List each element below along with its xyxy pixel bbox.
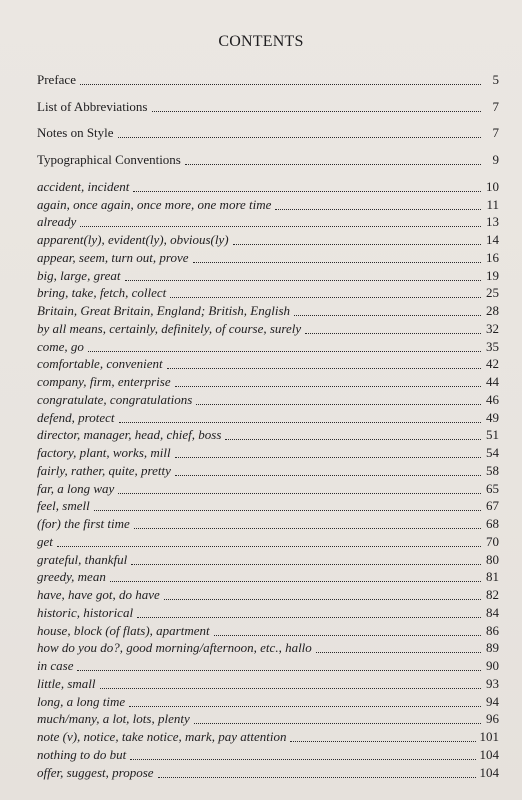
dot-leader [118, 493, 481, 494]
toc-entry-label: congratulate, congratulations [37, 392, 193, 407]
toc-page-number: 70 [486, 534, 499, 549]
toc-entry-row [37, 355, 499, 373]
toc-entry-row [37, 391, 499, 409]
dot-leader [275, 209, 481, 210]
toc-page-number: 7 [492, 99, 499, 114]
toc-page-number: 84 [486, 605, 499, 620]
toc-entry-row [37, 622, 499, 640]
toc-entry-label: note (v), notice, take notice, mark, pay attention [37, 729, 287, 744]
toc-entry-label: appear, seem, turn out, prove [37, 250, 189, 265]
toc-entry-label: long, a long time [37, 694, 126, 709]
page-title: CONTENTS [218, 33, 304, 50]
dot-leader [134, 528, 481, 529]
toc-entry-row [37, 409, 499, 427]
toc-entry-row [37, 657, 499, 675]
toc-entry-row [37, 551, 499, 569]
dot-leader [175, 457, 481, 458]
toc-page-number: 68 [486, 516, 499, 531]
toc-page-number: 49 [486, 410, 499, 425]
toc-entry-row [37, 213, 499, 231]
toc-entry-label: director, manager, head, chief, boss [37, 427, 222, 442]
dot-leader [164, 599, 481, 600]
toc-entry-row [37, 373, 499, 391]
toc-entry-label: fairly, rather, quite, pretty [37, 463, 171, 478]
dot-leader [110, 581, 481, 582]
toc-entry-label: apparent(ly), evident(ly), obvious(ly) [37, 232, 229, 247]
dot-leader [119, 422, 482, 423]
toc-entry-row [37, 196, 499, 214]
toc-entry-label: far, a long way [37, 481, 115, 496]
toc-page-number: 5 [492, 72, 499, 87]
dot-leader [193, 262, 481, 263]
toc-entry-row [37, 533, 499, 551]
toc-entry-row [37, 480, 499, 498]
toc-entry-label: how do you do?, good morning/afternoon, etc., hallo [37, 640, 312, 655]
toc-page-number: 93 [486, 676, 499, 691]
toc-entry-row [37, 320, 499, 338]
toc-entry-label: historic, historical [37, 605, 134, 620]
dot-leader [175, 475, 481, 476]
toc-page-number: 13 [486, 214, 499, 229]
dot-leader [80, 84, 481, 85]
toc-entry-row [37, 515, 499, 533]
toc-section-row [37, 98, 499, 116]
toc-page-number: 101 [479, 729, 499, 744]
dot-leader [194, 723, 481, 724]
toc-page-number: 11 [486, 197, 499, 212]
toc-page-number: 51 [486, 427, 499, 442]
dot-leader [100, 688, 482, 689]
dot-leader [167, 368, 481, 369]
toc-page-number: 82 [486, 587, 499, 602]
dot-leader [158, 777, 476, 778]
toc-section-row [37, 151, 499, 169]
toc-section-label: Preface [37, 72, 76, 87]
dot-leader [175, 386, 481, 387]
toc-section-label: Typographical Conventions [37, 152, 181, 167]
toc-page-number: 14 [486, 232, 499, 247]
toc-entry-row [37, 746, 499, 764]
toc-page-number: 19 [486, 268, 499, 283]
toc-entry-label: in case [37, 658, 74, 673]
dot-leader [80, 226, 481, 227]
toc-entry-row [37, 639, 499, 657]
dot-leader [130, 759, 475, 760]
toc-entry-label: grateful, thankful [37, 552, 128, 567]
toc-entry-row [37, 249, 499, 267]
dot-leader [214, 635, 481, 636]
toc-entry-row [37, 462, 499, 480]
toc-entry-row [37, 710, 499, 728]
dot-leader [290, 741, 475, 742]
dot-leader [125, 280, 481, 281]
toc-entry-label: offer, suggest, propose [37, 765, 154, 780]
toc-entry-row [37, 267, 499, 285]
dot-leader [152, 111, 482, 112]
toc-entry-label: little, small [37, 676, 96, 691]
toc-page-number: 58 [486, 463, 499, 478]
toc-entry-row [37, 426, 499, 444]
toc-entry-row [37, 231, 499, 249]
toc-page-number: 10 [486, 179, 499, 194]
toc-entry-label: come, go [37, 339, 84, 354]
toc-page-number: 32 [486, 321, 499, 336]
toc-entry-row [37, 693, 499, 711]
dot-leader [294, 315, 481, 316]
dot-leader [133, 191, 481, 192]
dot-leader [94, 510, 481, 511]
toc-page-number: 80 [486, 552, 499, 567]
dot-leader [131, 564, 481, 565]
dot-leader [196, 404, 481, 405]
dot-leader [316, 652, 481, 653]
toc-entry-row [37, 338, 499, 356]
toc-entry-label: bring, take, fetch, collect [37, 285, 167, 300]
toc-page-number: 28 [486, 303, 499, 318]
toc-entry-row [37, 568, 499, 586]
toc-entry-row [37, 604, 499, 622]
toc-entry-label: big, large, great [37, 268, 121, 283]
dot-leader [305, 333, 481, 334]
toc-page-number: 81 [486, 569, 499, 584]
toc-entry-row [37, 284, 499, 302]
toc-page-number: 7 [492, 125, 499, 140]
toc-entry-row [37, 178, 499, 196]
toc-page-number: 65 [486, 481, 499, 496]
dot-leader [233, 244, 481, 245]
toc-page-number: 96 [486, 711, 499, 726]
toc-section-row [37, 124, 499, 142]
toc-section-row [37, 71, 499, 89]
toc-page-number: 90 [486, 658, 499, 673]
toc-entry-label: (for) the first time [37, 516, 130, 531]
toc-entry-row [37, 764, 499, 782]
toc-entry-label: nothing to do but [37, 747, 127, 762]
toc-entry-label: factory, plant, works, mill [37, 445, 171, 460]
toc-page-number: 35 [486, 339, 499, 354]
toc-section-label: List of Abbreviations [37, 99, 148, 114]
toc-page-number: 42 [486, 356, 499, 371]
toc-page-number: 104 [479, 765, 499, 780]
dot-leader [225, 439, 481, 440]
dot-leader [185, 164, 481, 165]
toc-page-number: 94 [486, 694, 499, 709]
toc-entry-row [37, 728, 499, 746]
toc-page-number: 89 [486, 640, 499, 655]
toc-entry-label: defend, protect [37, 410, 115, 425]
toc-entry-label: get [37, 534, 53, 549]
toc-entry-label: accident, incident [37, 179, 130, 194]
toc-entry-row [37, 444, 499, 462]
toc-entry-label: house, block (of flats), apartment [37, 623, 210, 638]
toc-entry-label: already [37, 214, 77, 229]
toc-page-number: 86 [486, 623, 499, 638]
toc-entry-row [37, 302, 499, 320]
dot-leader [57, 546, 481, 547]
toc-entry-label: company, firm, enterprise [37, 374, 171, 389]
toc-entry-label: comfortable, convenient [37, 356, 163, 371]
toc-entry-row [37, 586, 499, 604]
toc-page-number: 46 [486, 392, 499, 407]
toc-page-number: 44 [486, 374, 499, 389]
dot-leader [129, 706, 481, 707]
toc-page-number: 16 [486, 250, 499, 265]
toc-section-label: Notes on Style [37, 125, 114, 140]
toc-page-number: 25 [486, 285, 499, 300]
toc-entry-label: greedy, mean [37, 569, 106, 584]
toc-page-number: 54 [486, 445, 499, 460]
dot-leader [118, 137, 481, 138]
toc-entry-label: by all means, certainly, definitely, of course, surely [37, 321, 302, 336]
toc-page-number: 67 [486, 498, 499, 513]
toc-entry-label: much/many, a lot, lots, plenty [37, 711, 190, 726]
dot-leader [137, 617, 481, 618]
toc-page-number: 104 [479, 747, 499, 762]
toc-entry-label: feel, smell [37, 498, 90, 513]
toc-entry-label: have, have got, do have [37, 587, 160, 602]
dot-leader [170, 297, 481, 298]
dot-leader [88, 351, 481, 352]
toc-entry-row [37, 497, 499, 515]
toc-entry-label: again, once again, once more, one more time [37, 197, 272, 212]
toc-entry-row [37, 675, 499, 693]
dot-leader [77, 670, 481, 671]
toc-page-number: 9 [492, 152, 499, 167]
toc-entry-label: Britain, Great Britain, England; British, English [37, 303, 291, 318]
